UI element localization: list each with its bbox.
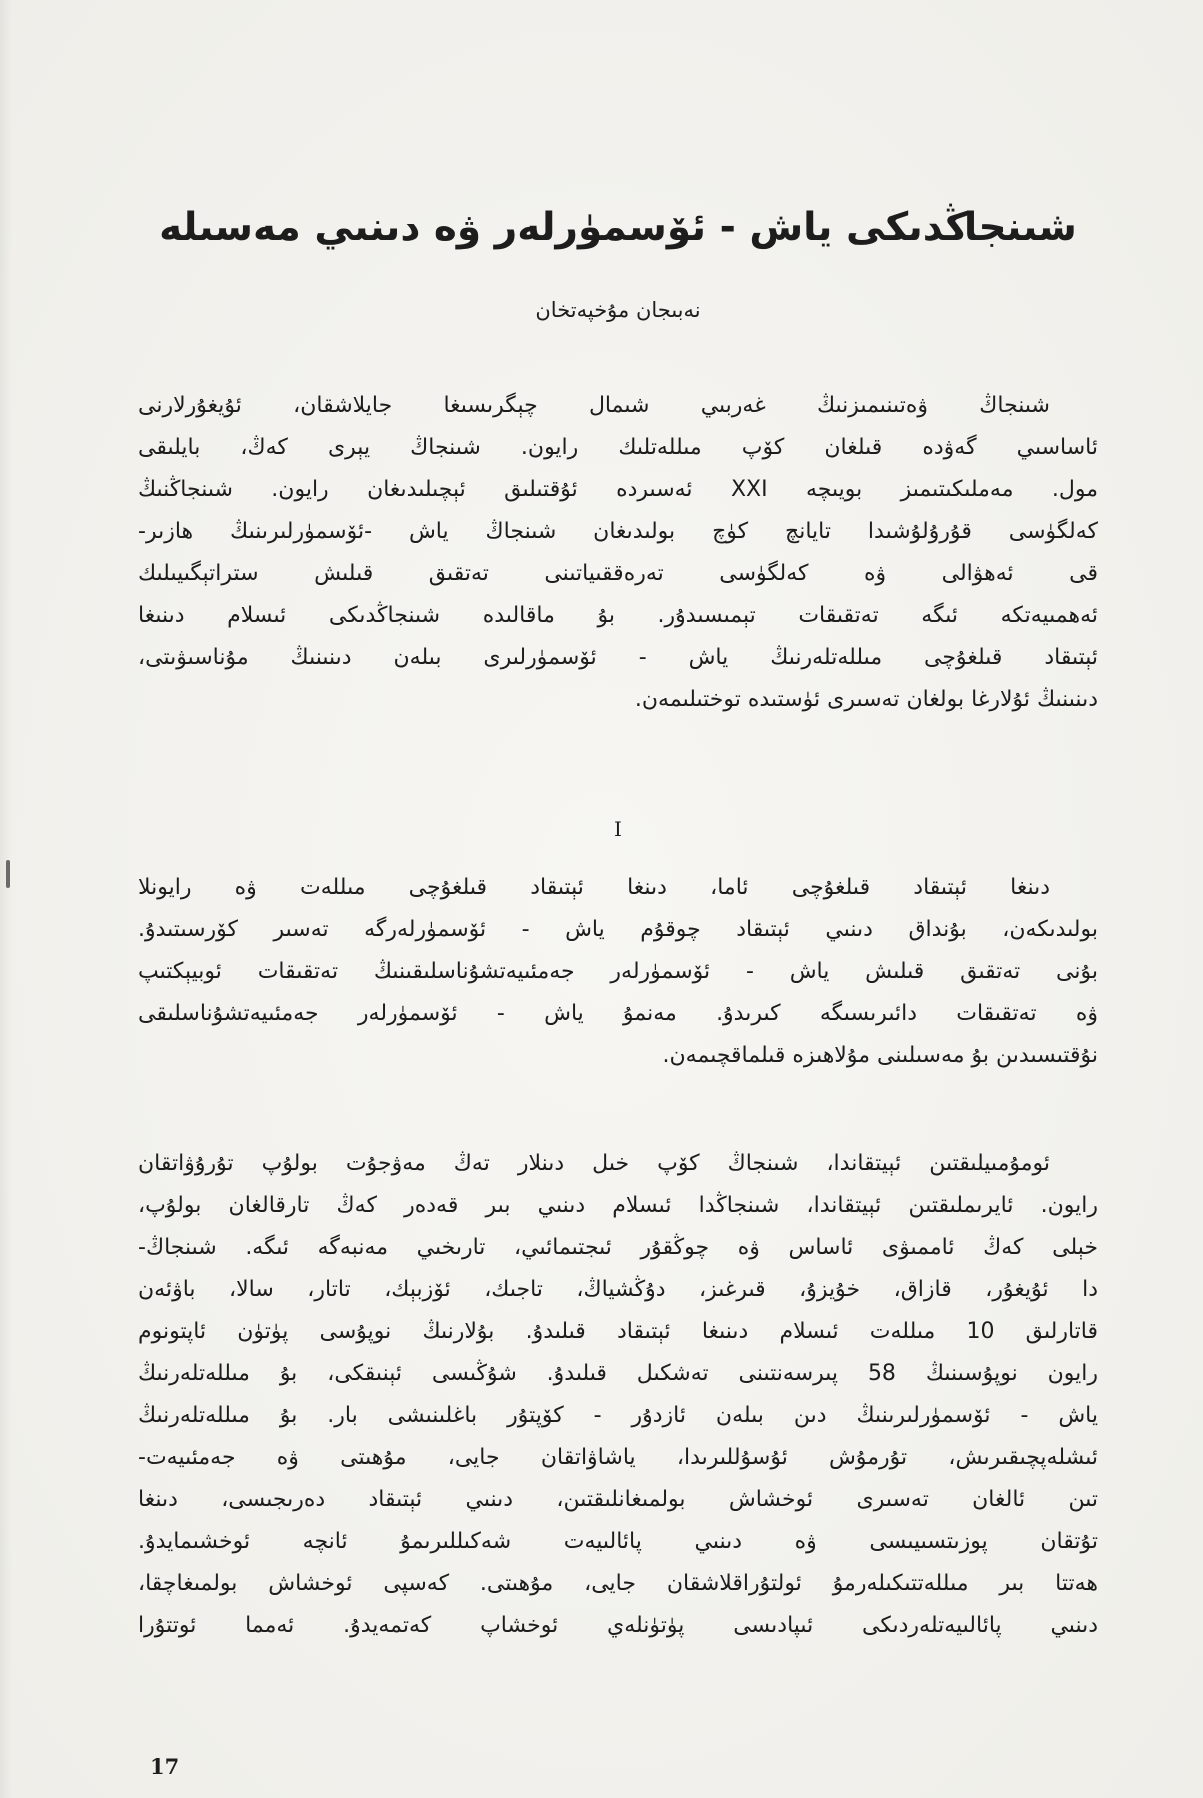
text-line: رايون نوپۇسىنىڭ 58 پىرسەنتىنى تەشكىل قىلىدۇ. شۇڭىسى ئېنىقكى، بۇ مىللەتلەرنىڭ: [138, 1361, 1099, 1386]
article-title: شىنجاڭدىكى ياش - ئۆسمۈرلەر ۋە دىنىي مەسىلە: [159, 205, 1077, 250]
text-line: بولىدىكەن، بۇنداق دىنىي ئېتىقاد چوقۇم ياش - ئۆسمۈرلەرگە تەسىر كۆرسىتىدۇ.: [138, 917, 1098, 942]
text-line: كەلگۈسى قۇرۇلۇشىدا تايانچ كۈچ بولىدىغان شىنجاڭ ياش -ئۆسمۈرلىرىنىڭ ھازىر-: [138, 519, 1098, 544]
body-paragraph-1: [138, 867, 1098, 1077]
body-paragraph-2: [138, 1143, 1098, 1647]
text-line: شىنجاڭ ۋەتىنىمىزنىڭ غەربىي شىمال چېگرىسىغا جايلاشقان، ئۇيغۇرلارنى: [138, 393, 1050, 418]
text-line: ھەتتا بىر مىللەتتىكىلەرمۇ ئولتۇراقلاشقان جايى، مۇھىتى. كەسپى ئوخشاش بولمىغاچقا،: [138, 1571, 1098, 1596]
text-line: خېلى كەڭ ئاممىۋى ئاساس ۋە چوڭقۇر ئىجتىمائىي، تارىخىي مەنبەگە ئىگە. شىنجاڭ-: [138, 1235, 1098, 1260]
text-line: ئاساسىي گەۋدە قىلغان كۆپ مىللەتلىك رايون. شىنجاڭ يېرى كەڭ، بايلىقى: [138, 435, 1098, 460]
intro-paragraph: [138, 385, 1098, 721]
text-line: مول. مەملىكىتىمىز بويىچە XXI ئەسىردە ئۇقتىلىق ئېچىلىدىغان رايون. شىنجاڭنىڭ: [138, 477, 1099, 502]
text-line: ياش - ئۆسمۈرلىرىنىڭ دىن بىلەن ئازدۇر - كۆپتۇر باغلىنىشى بار. بۇ مىللەتلەرنىڭ: [138, 1403, 1098, 1428]
scan-artifact-mark: [6, 860, 10, 888]
text-line: ۋە تەتقىقات دائىرىسىگە كىرىدۇ. مەنمۇ ياش - ئۆسمۈرلەر جەمئىيەتشۇناسلىقى: [138, 1001, 1098, 1026]
text-line: دا ئۇيغۇر، قازاق، خۇيزۇ، قىرغىز، دۇڭشياڭ، تاجىك، ئۆزبېك، تاتار، سالا، باۋئەن: [138, 1277, 1098, 1302]
text-line: دىنىي پائالىيەتلەردىكى ئىپادىسى پۈتۈنلەي ئوخشاپ كەتمەيدۇ. ئەمما ئوتتۇرا: [138, 1613, 1098, 1638]
text-line: ئىشلەپچىقىرىش، تۇرمۇش ئۇسۇللىرىدا، ياشاۋاتقان جايى، مۇھىتى ۋە جەمئىيەت-: [138, 1445, 1098, 1470]
text-line: دىنىنىڭ ئۇلارغا بولغان تەسىرى ئۈستىدە توختىلىمەن.: [634, 687, 1098, 712]
text-line: بۇنى تەتقىق قىلىش ياش - ئۆسمۈرلەر جەمئىيەتشۇناسلىقىنىڭ تەتقىقات ئوبيېكتىپ: [138, 959, 1098, 984]
article-author: نەبىجان مۇخپەتخان: [535, 298, 701, 322]
text-line: رايون. ئايرىملىقتىن ئېيتقاندا، شىنجاڭدا ئىسلام دىنىي بىر قەدەر كەڭ تارقالغان بولۇپ،: [138, 1193, 1098, 1218]
text-line: ئومۇمىيلىقتىن ئېيتقاندا، شىنجاڭ كۆپ خىل دىنلار تەڭ مەۋجۇت بولۇپ تۇرۇۋاتقان: [138, 1151, 1050, 1176]
text-line: قاتارلىق 10 مىللەت ئىسلام دىنىغا ئېتىقاد قىلىدۇ. بۇلارنىڭ نوپۇسى پۈتۈن ئاپتونوم: [138, 1319, 1098, 1344]
text-line: دىنغا ئېتىقاد قىلغۇچى ئاما، دىنغا ئېتىقاد قىلغۇچى مىللەت ۋە رايونلا: [138, 875, 1050, 900]
text-line: ئەھمىيەتكە ئىگە تەتقىقات تېمىسىدۇر. بۇ ماقالىدە شىنجاڭدىكى ئىسلام دىنىغا: [138, 603, 1098, 628]
text-line: نۇقتىسىدىن بۇ مەسىلىنى مۇلاھىزە قىلماقچىمەن.: [662, 1043, 1098, 1068]
text-line: تۇتقان پوزىتسىيىسى ۋە دىنىي پائالىيەت شەكىللىرىمۇ ئانچە ئوخشىمايدۇ.: [138, 1529, 1098, 1554]
page-number: 17: [150, 1754, 180, 1779]
text-line: قى ئەھۋالى ۋە كەلگۈسى تەرەققىياتىنى تەتقىق قىلىش ستراتېگىيىلىك: [138, 561, 1098, 586]
text-line: ئېتىقاد قىلغۇچى مىللەتلەرنىڭ ياش - ئۆسمۈرلىرى بىلەن دىنىنىڭ مۇناسىۋىتى،: [138, 645, 1098, 670]
text-line: تىن ئالغان تەسىرى ئوخشاش بولمىغانلىقتىن، دىنىي ئېتىقاد دەرىجىسى، دىنغا: [138, 1487, 1098, 1512]
page-content: [138, 150, 1098, 1770]
section-number: I: [614, 817, 622, 841]
